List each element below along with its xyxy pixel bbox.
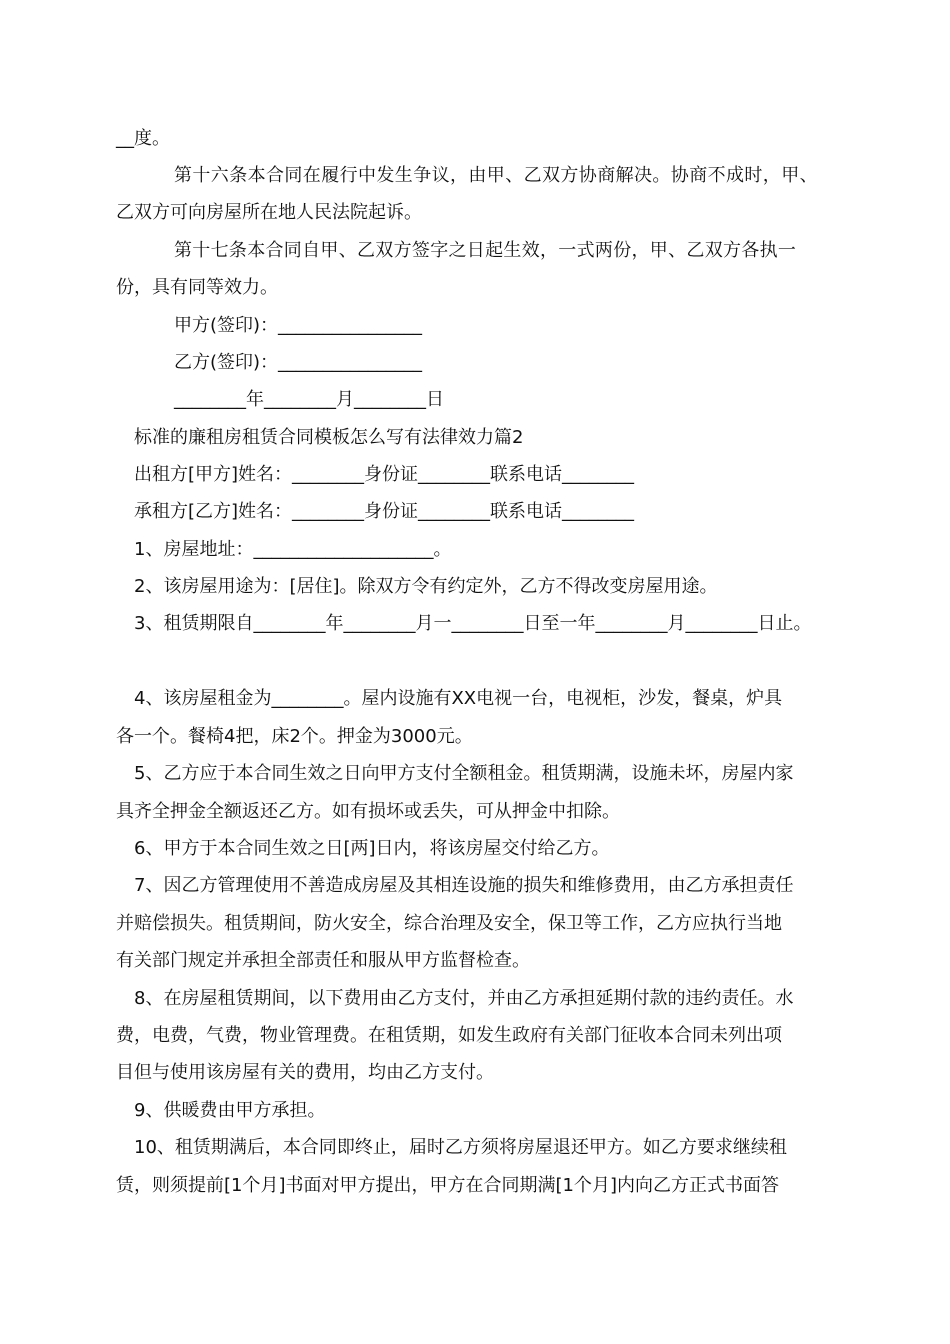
text-line: 具齐全押金全额返还乙方。如有损坏或丢失，可从押金中扣除。 [116, 801, 620, 822]
section-heading: 标准的廉租房租赁合同模板怎么写有法律效力篇2 [134, 427, 524, 448]
text-line: __度。 [116, 128, 170, 149]
text-line: 费，电费，气费，物业管理费。在租赁期，如发生政府有关部门征收本合同未列出项 [116, 1025, 782, 1046]
text-line: 并赔偿损失。租赁期间，防火安全，综合治理及安全，保卫等工作，乙方应执行当地 [116, 913, 782, 934]
clause-7: 7、因乙方管理使用不善造成房屋及其相连设施的损失和维修费用，由乙方承担责任 [134, 875, 794, 896]
party-a-signature: 甲方(签印)：________________ [174, 315, 423, 336]
text-line: 目但与使用该房屋有关的费用，均由乙方支付。 [116, 1062, 494, 1083]
text-line: 赁，则须提前[1个月]书面对甲方提出，甲方在合同期满[1个月]内向乙方正式书面答 [116, 1175, 779, 1196]
signature-date: ________年________月________日 [174, 389, 444, 410]
clause-3: 3、租赁期限自________年________月一________日至一年________月________日止。 [134, 613, 812, 634]
text-line: 第十七条本合同自甲、乙双方签字之日起生效，一式两份，甲、乙双方各执一 [174, 240, 797, 261]
clause-2: 2、该房屋用途为：[居住]。除双方令有约定外，乙方不得改变房屋用途。 [134, 576, 718, 597]
text-line: 第十六条本合同在履行中发生争议，由甲、乙双方协商解决。协商不成时，甲、 [174, 165, 818, 186]
clause-9: 9、供暖费由甲方承担。 [134, 1100, 326, 1121]
clause-8: 8、在房屋租赁期间，以下费用由乙方支付，并由乙方承担延期付款的违约责任。水 [134, 988, 794, 1009]
text-line: 各一个。餐椅4把，床2个。押金为3000元。 [116, 726, 473, 747]
lessor-info: 出租方[甲方]姓名：________身份证________联系电话________ [134, 464, 635, 485]
clause-10: 10、租赁期满后，本合同即终止，届时乙方须将房屋退还甲方。如乙方要求继续租 [134, 1137, 787, 1158]
lessee-info: 承租方[乙方]姓名：________身份证________联系电话________ [134, 501, 635, 522]
clause-6: 6、甲方于本合同生效之日[两]日内，将该房屋交付给乙方。 [134, 838, 610, 859]
text-line: 乙双方可向房屋所在地人民法院起诉。 [116, 202, 422, 223]
clause-5: 5、乙方应于本合同生效之日向甲方支付全额租金。租赁期满，设施未坏，房屋内家 [134, 763, 794, 784]
party-b-signature: 乙方(签印)：________________ [174, 352, 423, 373]
clause-1: 1、房屋地址：____________________。 [134, 539, 452, 560]
clause-4: 4、该房屋租金为________。屋内设施有XX电视一台，电视柜，沙发，餐桌，炉具 [134, 688, 783, 709]
text-line: 有关部门规定并承担全部责任和服从甲方监督检查。 [116, 950, 530, 971]
text-line: 份，具有同等效力。 [116, 277, 278, 298]
